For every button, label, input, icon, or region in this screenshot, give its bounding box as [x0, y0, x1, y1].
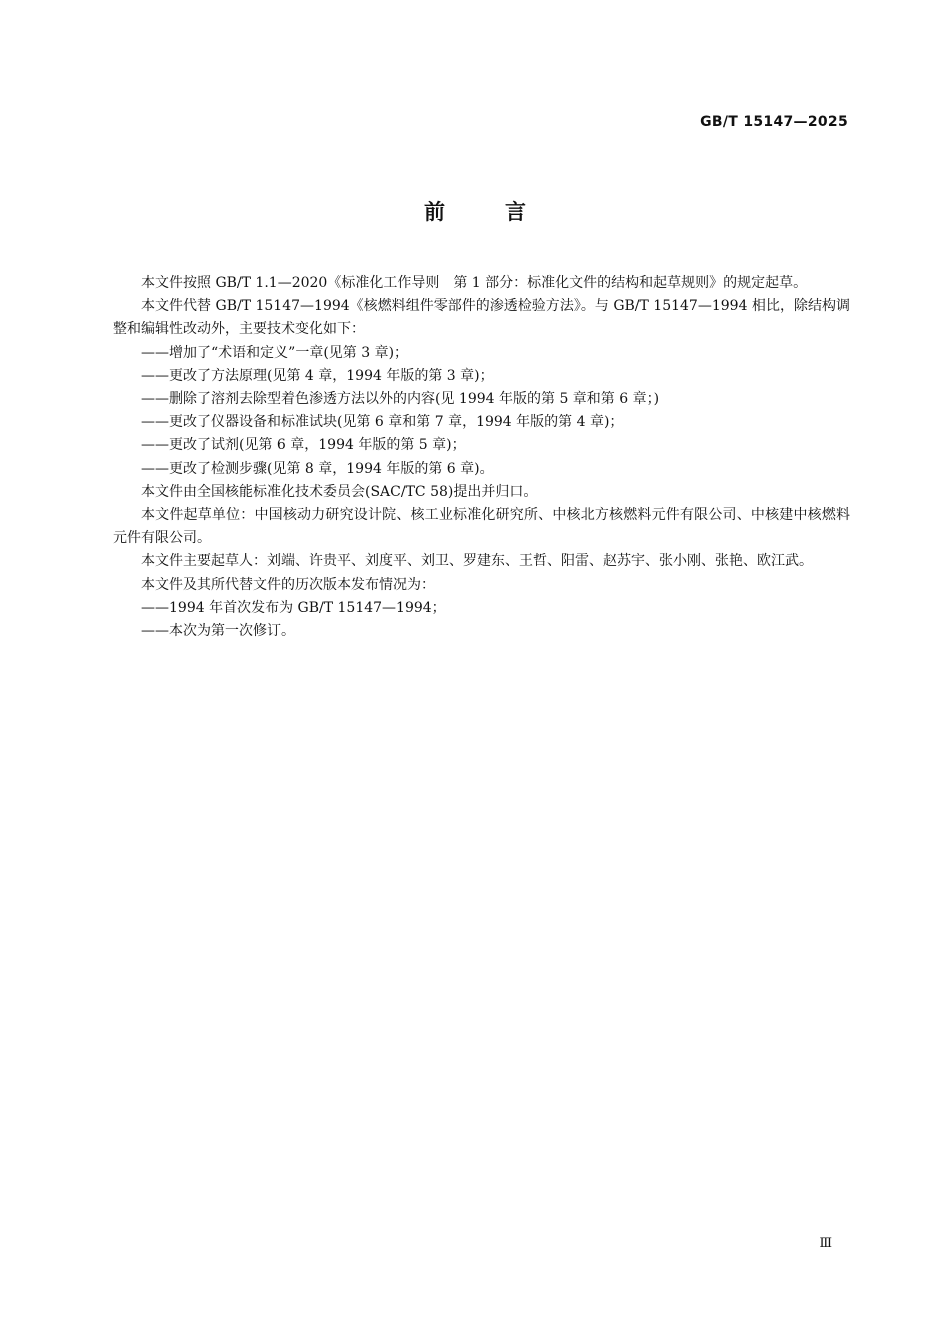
history-item: ——本次为第一次修订。 [141, 623, 295, 640]
change-item: ——更改了方法原理(见第 4 章，1994 年版的第 3 章)； [141, 367, 494, 384]
paragraph-drafters: 本文件主要起草人：刘端、许贵平、刘度平、刘卫、罗建东、王哲、阳雷、赵苏宇、张小刚、张艳、欧江武。 [141, 553, 813, 570]
paragraph-drafting-rules: 本文件按照 GB/T 1.1—2020《标准化工作导则 第 1 部分：标准化文件的结构和起草规则》的规定起草。 [141, 275, 808, 291]
paragraph-proposer: 本文件由全国核能标准化技术委员会(SAC/TC 58)提出并归口。 [141, 483, 538, 500]
paragraph-history-intro: 本文件及其所代替文件的历次版本发布情况为： [141, 576, 435, 593]
foreword-body [113, 272, 850, 643]
paragraph-drafting-units: 本文件起草单位：中国核动力研究设计院、核工业标准化研究所、中核北方核燃料元件有限公司、中核建中核燃料元件有限公司。 [113, 507, 850, 547]
change-item: ——更改了检测步骤(见第 8 章，1994 年版的第 6 章)。 [141, 460, 494, 477]
page-number: Ⅲ [819, 1236, 832, 1251]
page-title: 前言 [424, 200, 586, 224]
change-item: ——增加了“术语和定义”一章(见第 3 章)； [141, 344, 409, 361]
change-item: ——更改了仪器设备和标准试块(见第 6 章和第 7 章，1994 年版的第 4 章)； [141, 414, 624, 431]
paragraph-replacement: 本文件代替 GB/T 15147—1994《核燃料组件零部件的渗透检验方法》。与 GB/T 15147—1994 相比，除结构调整和编辑性改动外，主要技术变化如下： [113, 298, 850, 338]
change-item: ——更改了试剂(见第 6 章，1994 年版的第 5 章)； [141, 437, 466, 454]
change-item: ——删除了溶剂去除型着色渗透方法以外的内容(见 1994 年版的第 5 章和第 6 章；) [141, 391, 660, 408]
history-item: ——1994 年首次发布为 GB/T 15147—1994； [141, 599, 446, 616]
standard-number: GB/T 15147—2025 [700, 114, 848, 130]
